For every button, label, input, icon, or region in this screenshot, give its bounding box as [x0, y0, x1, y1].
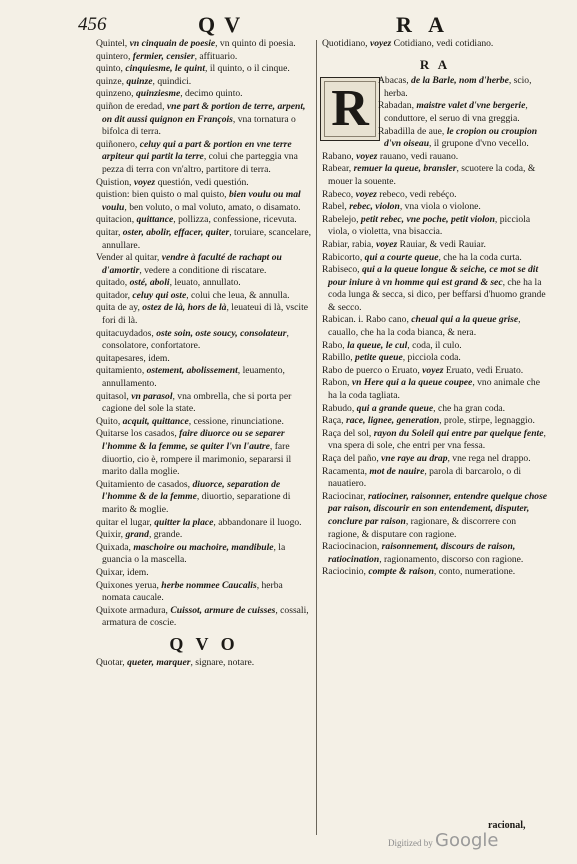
dictionary-entry: Rabudo, qui a grande queue, che ha gran coda. — [322, 402, 506, 414]
dictionary-entry: quinze, quinze, quindici. — [96, 75, 192, 87]
dictionary-entry: Vender al quitar, vendre à faculté de rachapt ou d'amortir, vedere a conditione di riscatare. — [96, 252, 282, 276]
dropcap-letter: R — [324, 81, 376, 137]
page-header — [78, 12, 548, 38]
dictionary-entry: quinzeno, quinziesme, decimo quinto. — [96, 88, 243, 100]
dictionary-entry: Quixir, grand, grande. — [96, 529, 183, 541]
left-running-head: Q V — [198, 12, 243, 37]
watermark-brand: Google — [435, 830, 499, 851]
right-entry-list — [322, 75, 548, 579]
dictionary-entry: Rabel, rebec, violon, vna viola o violone. — [322, 201, 481, 213]
dictionary-entry: quintero, fermier, censier, affituario. — [96, 50, 238, 62]
dictionary-entry: quitador, celuy qui oste, colui che leua, & annulla. — [96, 289, 290, 301]
dictionary-entry: Quotidiano, voyez Cotidiano, vedi cotidiano. — [322, 38, 494, 49]
dictionary-entry: quitacuydados, oste soin, oste soucy, consolateur, consolatore, confortatore. — [96, 327, 289, 352]
ornamental-initial — [320, 77, 380, 141]
dictionary-entry: Rabo de puerco o Eruato, voyez Eruato, vedi Eruato. — [322, 364, 524, 376]
dictionary-entry: Racamenta, mot de nauire, parola di barcarolo, o di nauatiero. — [322, 465, 522, 490]
dictionary-entry: Quintel, vn cinquain de poesie, vn quinto di poesia. — [96, 38, 296, 49]
section-heading-ra: R A — [419, 56, 451, 72]
dictionary-entry: Rabadilla de aue, le cropion ou croupion d'vn oiseau, il grupone d'vno vecello. — [378, 125, 538, 150]
dictionary-entry: Rabon, vn Here qui a la queue coupee, vno animale che ha la coda tagliata. — [322, 377, 540, 402]
dictionary-entry: Rabiseco, qui a la queue longue & seiche, ce mot se dit pour iniure à vn homme qui est grand & sec, che ha la coda lunga & secca, si dico, per beffarsi d'huomo grande & secco. — [322, 264, 546, 313]
dictionary-entry: quistion: bien quisto o mal quisto, bien voulu ou mal voulu, ben voluto, o mal voluto, amato, o disamato. — [96, 189, 301, 213]
dictionary-entry: Rabear, remuer la queue, bransler, scuotere la coda, & mouer la souente. — [322, 163, 536, 187]
section-heading-qvo: Q V O — [169, 633, 239, 654]
dictionary-entry: Quito, acquit, quittance, cessione, rinunciatione. — [96, 415, 284, 427]
dictionary-entry: Rabano, voyez rauano, vedi rauano. — [322, 150, 459, 162]
dictionary-entry: quitacion, quittance, pollizza, confessione, ricevuta. — [96, 214, 297, 226]
dictionary-entry: quiñon de eredad, vne part & portion de terre, arpent, on dit aussi quignon en François, vna tornatura o bifolca di terra. — [96, 100, 306, 138]
digitized-watermark — [388, 830, 498, 851]
dictionary-entry: Rabeco, voyez rebeco, vedi rebéço. — [322, 188, 457, 200]
left-column — [96, 38, 312, 669]
dictionary-entry: Rabicorto, qui a courte queue, che ha la coda curta. — [322, 251, 522, 263]
dictionary-entry: Quitamiento de casados, diuorce, separation de l'homme & de la femme, diuortio, separatione di marito & moglie. — [96, 478, 291, 515]
dictionary-entry: Quixote armadura, Cuissot, armure de cuisses, cossali, armatura de coscie. — [96, 604, 309, 629]
dictionary-entry: Raciocinacion, raisonnement, discours de raison, ratiocination, ragionamento, discorso con ragione. — [322, 541, 524, 565]
dictionary-entry: Quitarse los casados, faire diuorce ou se separer l'homme & la femme, se quiter l'vn l'autre, fare diuortio, cio è, rompere il marimonio, separarsi il marito dalla moglie. — [96, 428, 292, 478]
dictionary-entry: Quixones yerua, herbe nommee Caucalis, herba nomata caucale. — [96, 579, 283, 604]
dictionary-entry: quitasol, vn parasol, vna ombrella, che si porta per cagione del sole la state. — [96, 390, 292, 415]
dictionary-entry: Raciocinio, compte & raison, conto, numeratione. — [322, 566, 516, 578]
dictionary-entry: Quixar, idem. — [96, 566, 149, 578]
left-entry-list — [96, 38, 312, 630]
dictionary-entry: Rabelejo, petit rebec, vne poche, petit violon, picciola viola, o violetta, vna bisaccia. — [322, 213, 531, 238]
dictionary-entry: quitar el lugar, quitter la place, abbandonare il luogo. — [96, 516, 302, 528]
dictionary-entry: Rabadan, maistre valet d'vne bergerie, conduttore, el seruo di vna greggia. — [378, 100, 528, 124]
dictionary-entry: Rabo, la queue, le cul, coda, il culo. — [322, 339, 462, 351]
dictionary-entry: Rabican. i. Rabo cano, cheual qui a la queue grise, cauallo, che ha la coda bianca, & nera. — [322, 314, 521, 339]
dictionary-entry: Raça, race, lignee, generation, prole, stirpe, legnaggio. — [322, 415, 535, 427]
dictionary-entry: quitapesares, idem. — [96, 352, 170, 364]
ra-section-body — [322, 75, 548, 579]
dictionary-entry: Rabillo, petite queue, picciola coda. — [322, 352, 461, 364]
dictionary-entry: quiñonero, celuy qui a part & portion en vne terre arpiteur qui partit la terre, colui che parteggia vna pezza di terra con vn'altro, partitore di terra. — [96, 138, 298, 175]
page-number: 456 — [78, 14, 107, 35]
dictionary-entry: Quistion, voyez questión, vedi questión. — [96, 176, 249, 188]
dictionary-entry: Abacas, de la Barle, nom d'herbe, scio, herba. — [378, 75, 532, 99]
dictionary-entry: quitado, osté, aboli, leuato, annullato. — [96, 277, 241, 289]
right-column — [322, 38, 548, 579]
dictionary-entry: quinto, cinquiesme, le quint, il quinto, o il cinque. — [96, 63, 290, 75]
dictionary-entry: Raciocinar, ratiociner, raisonner, entendre quelque chose par raison, discourir en son entendement, disputer, conclure par raison, ragionare, & discorrere con ragione, & disputare con ragione. — [322, 490, 548, 540]
column-divider — [316, 40, 317, 835]
dictionary-entry: quitar, oster, abolir, effacer, quiter, toruiare, scancelare, annullare. — [96, 226, 311, 251]
dictionary-entry: quitamiento, ostement, abolissement, leuamento, annullamento. — [96, 365, 285, 390]
right-running-head: R A — [396, 12, 451, 37]
dictionary-entry: Raça del paño, vne raye au drap, vne rega nel drappo. — [322, 453, 531, 464]
dictionary-entry: Quixada, maschoire ou machoire, mandibule, la guancia o la mascella. — [96, 541, 286, 566]
dictionary-entry: Quotar, queter, marquer, signare, notare. — [96, 656, 255, 668]
dictionary-entry: Rabiar, rabia, voyez Rauiar, & vedi Rauiar. — [322, 238, 486, 250]
dictionary-entry: Raça del sol, rayon du Soleil qui entre par quelque fente, vna spera di sole, che entri per vna fessa. — [322, 427, 546, 452]
watermark-prefix: Digitized by — [388, 838, 433, 848]
dictionary-entry: quita de ay, ostez de là, hors de là, leuateui di là, vscite fori di là. — [96, 302, 309, 327]
catchword: racional, — [488, 820, 526, 831]
